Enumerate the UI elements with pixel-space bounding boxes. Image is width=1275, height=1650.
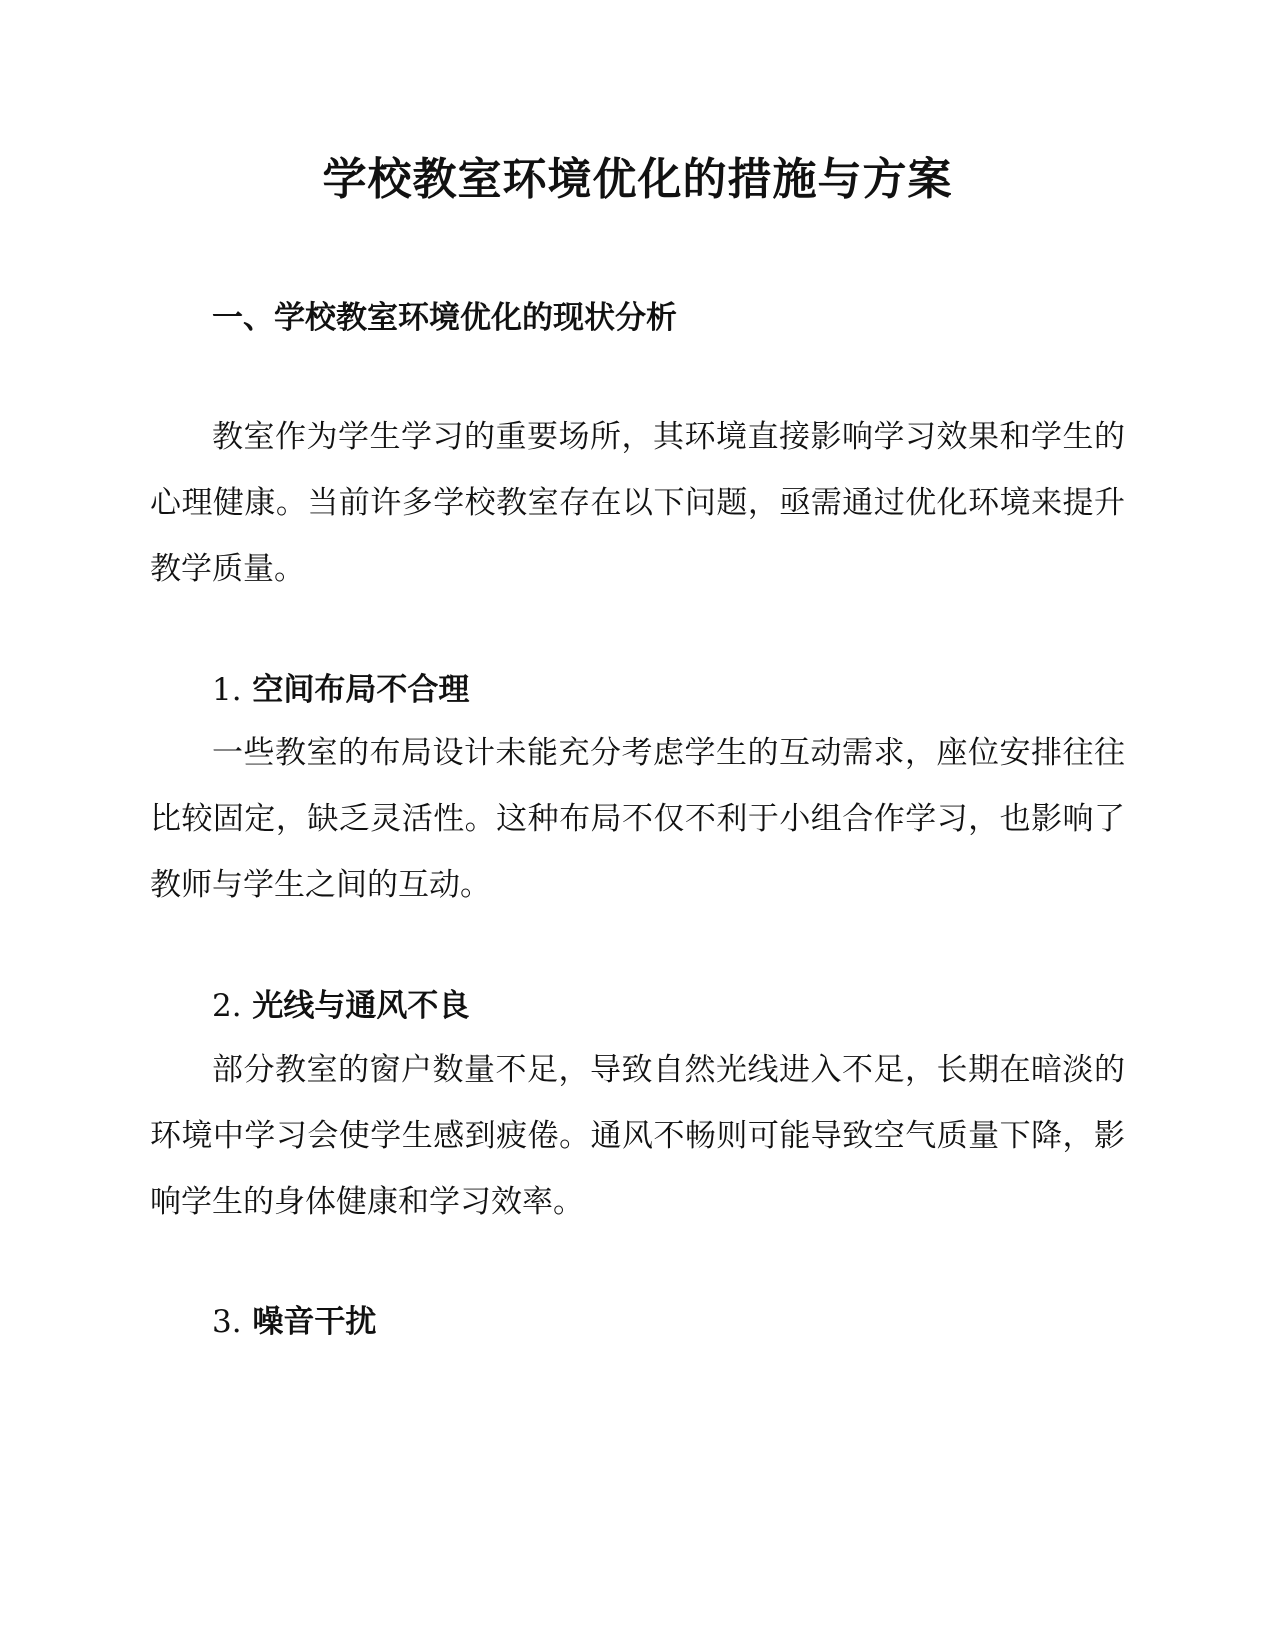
section-heading: 一、学校教室环境优化的现状分析 [212,300,677,336]
subheading-text: 空间布局不合理 [252,672,470,708]
subheading-number: 1. [212,672,242,708]
document-title: 学校教室环境优化的措施与方案 [322,154,953,205]
subheading-space-layout [212,668,469,712]
subheading-light-ventilation [212,984,469,1028]
intro-paragraph: 教室作为学生学习的重要场所，其环境直接影响学习效果和学生的心理健康。当前许多学校教室存在以下问题，亟需通过优化环境来提升教学质量。 [150,419,1125,587]
subheading-number: 3. [212,1304,242,1340]
subheading-noise [212,1300,376,1344]
subheading-number: 2. [212,988,242,1024]
paragraph-space-layout: 一些教室的布局设计未能充分考虑学生的互动需求，座位安排往往比较固定，缺乏灵活性。这种布局不仅不利于小组合作学习，也影响了教师与学生之间的互动。 [150,735,1125,903]
paragraph-light-ventilation: 部分教室的窗户数量不足，导致自然光线进入不足，长期在暗淡的环境中学习会使学生感到疲倦。通风不畅则可能导致空气质量下降，影响学生的身体健康和学习效率。 [150,1052,1125,1220]
subheading-text: 光线与通风不良 [252,988,470,1024]
subheading-text: 噪音干扰 [252,1304,377,1340]
